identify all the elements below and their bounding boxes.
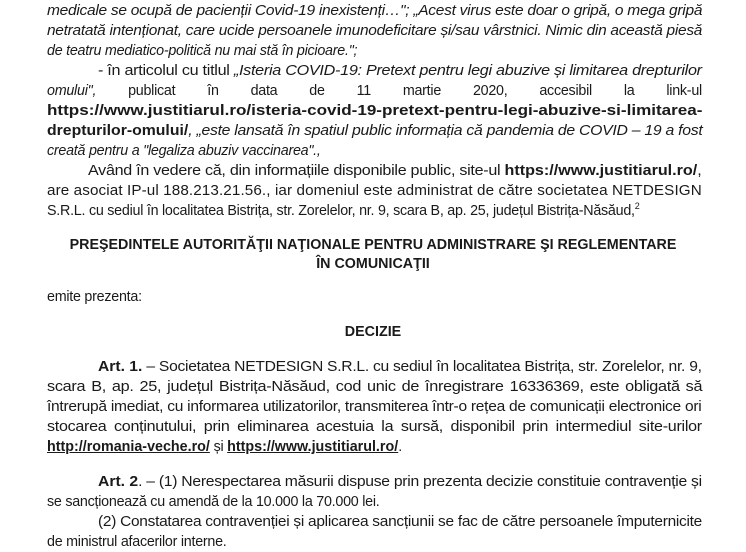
word: link-ul [666, 83, 702, 99]
article-ref-line-4 [47, 121, 702, 141]
considering-line-3 [47, 201, 640, 221]
link-romania-veche[interactable]: http://romania-veche.ro/ [47, 439, 210, 455]
art2-text-1: . – (1) Nerespectarea măsurii dispuse prin prezenta decizie constituie contravenție și [138, 474, 702, 490]
art1-text-1: – Societatea NETDESIGN S.R.L. cu sediul în localitatea Bistrița, str. Zorelelor, nr. 9, [142, 359, 702, 375]
authority-heading-line-1: PREŞEDINTELE AUTORITĂŢII NAŢIONALE PENTRU ADMINISTRARE ŞI REGLEMENTARE [69, 237, 677, 253]
article-ref-line-2 [47, 81, 702, 101]
art1-line-4: stocarea conținutului, prin eliminarea acestuia la sursă, disponibil prin intermediul site-urilor [47, 419, 702, 435]
article-ref-closing: creată pentru a "legaliza abuziv vaccinarea"., [47, 143, 321, 159]
article-ref-line-1 [98, 61, 702, 81]
quote-line-2: netratată intenționat, care ucide persoanele imunodeficitare și/sau vârstnici. Nimic din această piesă [47, 23, 703, 39]
word: accesibil [539, 83, 592, 99]
art2-line-1 [98, 472, 702, 492]
word: de [309, 83, 325, 99]
article-url-line-2[interactable]: drepturilor-omului/ [47, 123, 189, 139]
art1-line-5 [47, 437, 402, 457]
article-ref-title: „Isteria COVID-19: Pretext pentru legi abuzive și limitarea drepturilor [233, 63, 702, 79]
decision-title: DECIZIE [344, 324, 402, 340]
punctuation: . [398, 439, 402, 455]
link-justitiarul[interactable]: https://www.justitiarul.ro/ [227, 439, 399, 455]
considering-text: Având în vedere că, din informațiile disponibile public, site-ul [88, 163, 505, 179]
art2-line-3: (2) Constatarea contravenției și aplicarea sancțiunii se fac de către persoanele împuternicite [98, 514, 703, 530]
considering-text-3: S.R.L. cu sediul în localitatea Bistrița, str. Zorelelor, nr. 9, scara B, ap. 25, județul Bistrița-Năsăud, [47, 203, 635, 219]
art1-line-2: scara B, ap. 25, județul Bistrița-Năsăud, cod unic de înregistrare 16336369, este obligată să [47, 379, 703, 395]
word: data [250, 83, 278, 99]
word: 11 [356, 83, 371, 99]
quote-line-1: medicale se ocupă de pacienții Covid-19 inexistenți…"; „Acest virus este doar o gripă, o mega gripă [47, 3, 703, 19]
footnote-ref[interactable]: 2 [634, 201, 640, 212]
word: 2020, [472, 83, 508, 99]
word: martie [402, 83, 442, 99]
authority-heading-line-2: ÎN COMUNICAŢII [316, 256, 430, 272]
considering-line-2: are asociat IP-ul 188.213.21.56., iar domeniul este administrat de către societatea NETDESIGN [47, 183, 702, 199]
word: la [623, 83, 635, 99]
art2-label: Art. 2 [98, 474, 139, 490]
article-ref-title-end: omului", [47, 83, 97, 99]
issues-text: emite prezenta: [47, 289, 142, 305]
article-url-line-1[interactable]: https://www.justitiarul.ro/isteria-covid-19-pretext-pentru-legi-abuzive-si-limitarea- [47, 103, 703, 119]
quote-line-3: de teatru mediatico-politică nu mai stă în picioare."; [47, 43, 358, 59]
art1-line-1 [98, 357, 702, 377]
site-url[interactable]: https://www.justitiarul.ro/ [504, 163, 698, 179]
art1-label: Art. 1. [98, 359, 143, 375]
article-ref-claim: , „este lansată în spatiul public informația că pandemia de COVID – 19 a fost [188, 123, 703, 139]
punctuation: , [697, 163, 702, 179]
art1-line-3: întrerupă imediat, cu informarea utilizatorilor, transmiterea într-o rețea de comunicații electronice ori [47, 399, 702, 415]
art2-line-2: se sancționează cu amendă de la 10.000 la 70.000 lei. [47, 494, 380, 510]
considering-line-1 [88, 161, 701, 181]
word: în [207, 83, 219, 99]
art2-line-4: de ministrul afacerilor interne. [47, 534, 227, 550]
conjunction: și [209, 439, 228, 455]
article-ref-intro: - în articolul cu titlul [98, 63, 234, 79]
word: publicat [128, 83, 176, 99]
